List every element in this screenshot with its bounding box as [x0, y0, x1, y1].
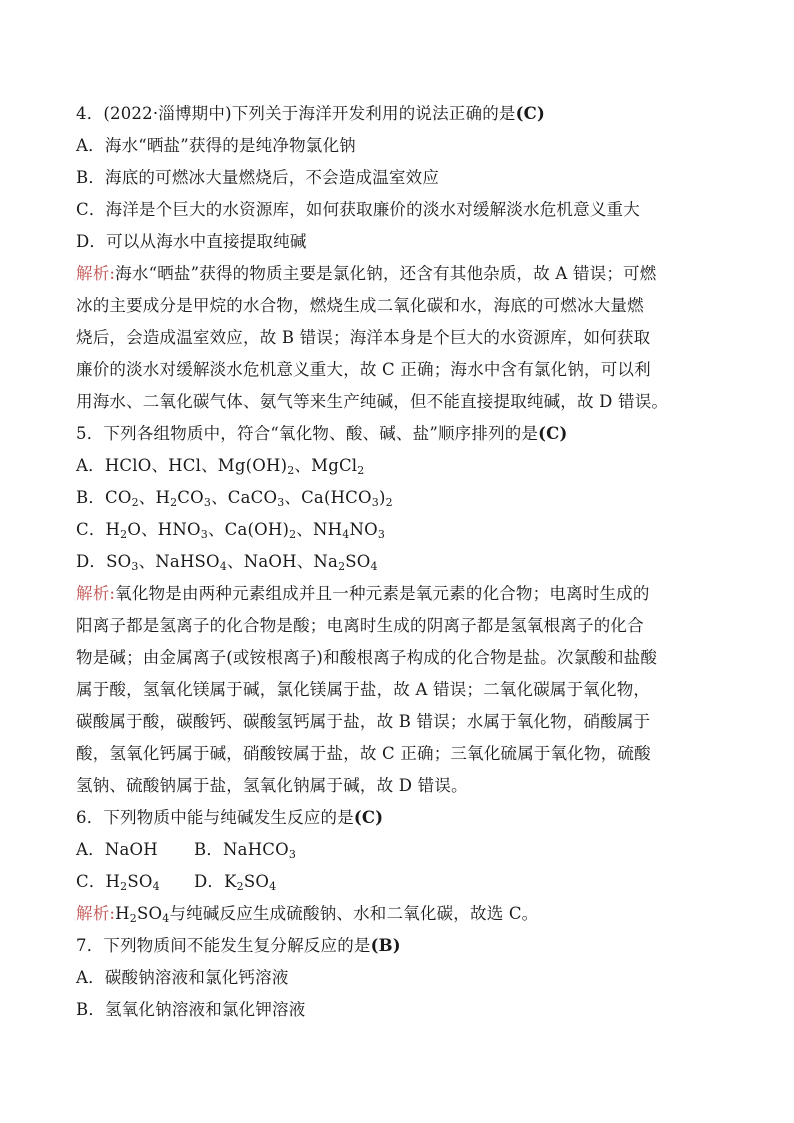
- analysis-label: 解析:: [76, 904, 116, 923]
- analysis-label: 解析:: [76, 584, 116, 603]
- analysis-line: 酸，氢氧化钙属于碱，硝酸铵属于盐，故 C 正确；三氧化硫属于氧化物，硫酸: [76, 744, 651, 763]
- analysis-line: 廉价的淡水对缓解淡水危机意义重大，故 C 正确；海水中含有氯化钠，可以利: [76, 360, 651, 379]
- analysis-line: 烧后，会造成温室效应，故 B 错误；海洋本身是个巨大的水资源库，如何获取: [76, 328, 651, 347]
- analysis-line: 解析$:H_2SO_4$与纯碱反应生成硫酸钠、水和二氧化碳，故选 C。: [76, 904, 539, 925]
- analysis-line: 物是碱；由金属离子(或铵根离子)和酸根离子构成的化合物是盐。次氯酸和盐酸: [76, 648, 658, 667]
- question-4-stem: 4．(2022·淄博期中)下列关于海洋开发利用的说法正确的是(C): [76, 104, 545, 123]
- answer: (C): [538, 424, 568, 443]
- option-b: B．海底的可燃冰大量燃烧后，不会造成温室效应: [76, 168, 440, 187]
- analysis-line: 冰的主要成分是甲烷的水合物，燃烧生成二氧化碳和水，海底的可燃冰大量燃: [76, 296, 644, 315]
- option-c: C．$H_2O$、$HNO_3$、$Ca(OH)_2$、$NH_4NO_3$: [76, 520, 386, 541]
- analysis-line: 碳酸属于酸，碳酸钙、碳酸氢钙属于盐，故 B 错误；水属于氧化物，硝酸属于: [76, 712, 651, 731]
- analysis-line: 阳离子都是氢离子的化合物是酸；电离时生成的阴离子都是氢氧根离子的化合: [76, 616, 644, 635]
- answer: (C): [353, 808, 384, 827]
- option-a: A．HClO、HCl、$Mg(OH)_2$、MgCl$_2$: [76, 456, 365, 477]
- option-b: B．NaHCO$_3$: [194, 840, 297, 861]
- analysis-line: 属于酸，氢氧化镁属于碱，氯化镁属于盐，故 A 错误；二氧化碳属于氧化物，: [76, 680, 651, 699]
- option-a: A．NaOH: [76, 840, 158, 859]
- analysis-line: 解析:氧化物是由两种元素组成并且一种元素是氧元素的化合物；电离时生成的: [76, 584, 650, 603]
- option-a: A．海水“晒盐”获得的是纯净物氯化钠: [76, 136, 356, 155]
- analysis-line: 氢钠、硫酸钠属于盐，氢氧化钠属于碱，故 D 错误。: [76, 776, 468, 795]
- question-5-stem: 5．下列各组物质中，符合“氧化物、酸、碱、盐”顺序排列的是(C): [76, 424, 568, 443]
- analysis-label: 解析:: [76, 264, 116, 283]
- option-c: C．$H_2SO_4$: [76, 872, 160, 893]
- option-b: B．$CO_2$、$H_2CO_3$、CaCO$_3$、$Ca(HCO_3)_2$: [76, 488, 393, 509]
- option-d: D．可以从海水中直接提取纯碱: [76, 232, 307, 251]
- question-6-stem: 6．下列物质中能与纯碱发生反应的是(C): [76, 808, 384, 827]
- question-7-stem: 7．下列物质间不能发生复分解反应的是(B): [76, 936, 401, 955]
- analysis-line: 用海水、二氧化碳气体、氨气等来生产纯碱，但不能直接提取纯碱，故 D 错误。: [76, 392, 669, 411]
- analysis-line: 解析:海水“晒盐”获得的物质主要是氯化钠，还含有其他杂质，故 A 错误；可燃: [76, 264, 657, 283]
- option-c: C．海洋是个巨大的水资源库，如何获取廉价的淡水对缓解淡水危机意义重大: [76, 200, 640, 219]
- option-d: D．$SO_3$、NaHSO$_4$、NaOH、$Na_2SO_4$: [76, 552, 378, 573]
- option-row-cd: [76, 872, 726, 892]
- option-d: D．$K_2SO_4$: [194, 872, 277, 893]
- option-a: A．碳酸钠溶液和氯化钙溶液: [76, 968, 289, 987]
- answer: (C): [515, 104, 545, 123]
- option-b: B．氢氧化钠溶液和氯化钾溶液: [76, 1000, 306, 1019]
- option-row-ab: [76, 840, 726, 860]
- answer: (B): [370, 936, 401, 955]
